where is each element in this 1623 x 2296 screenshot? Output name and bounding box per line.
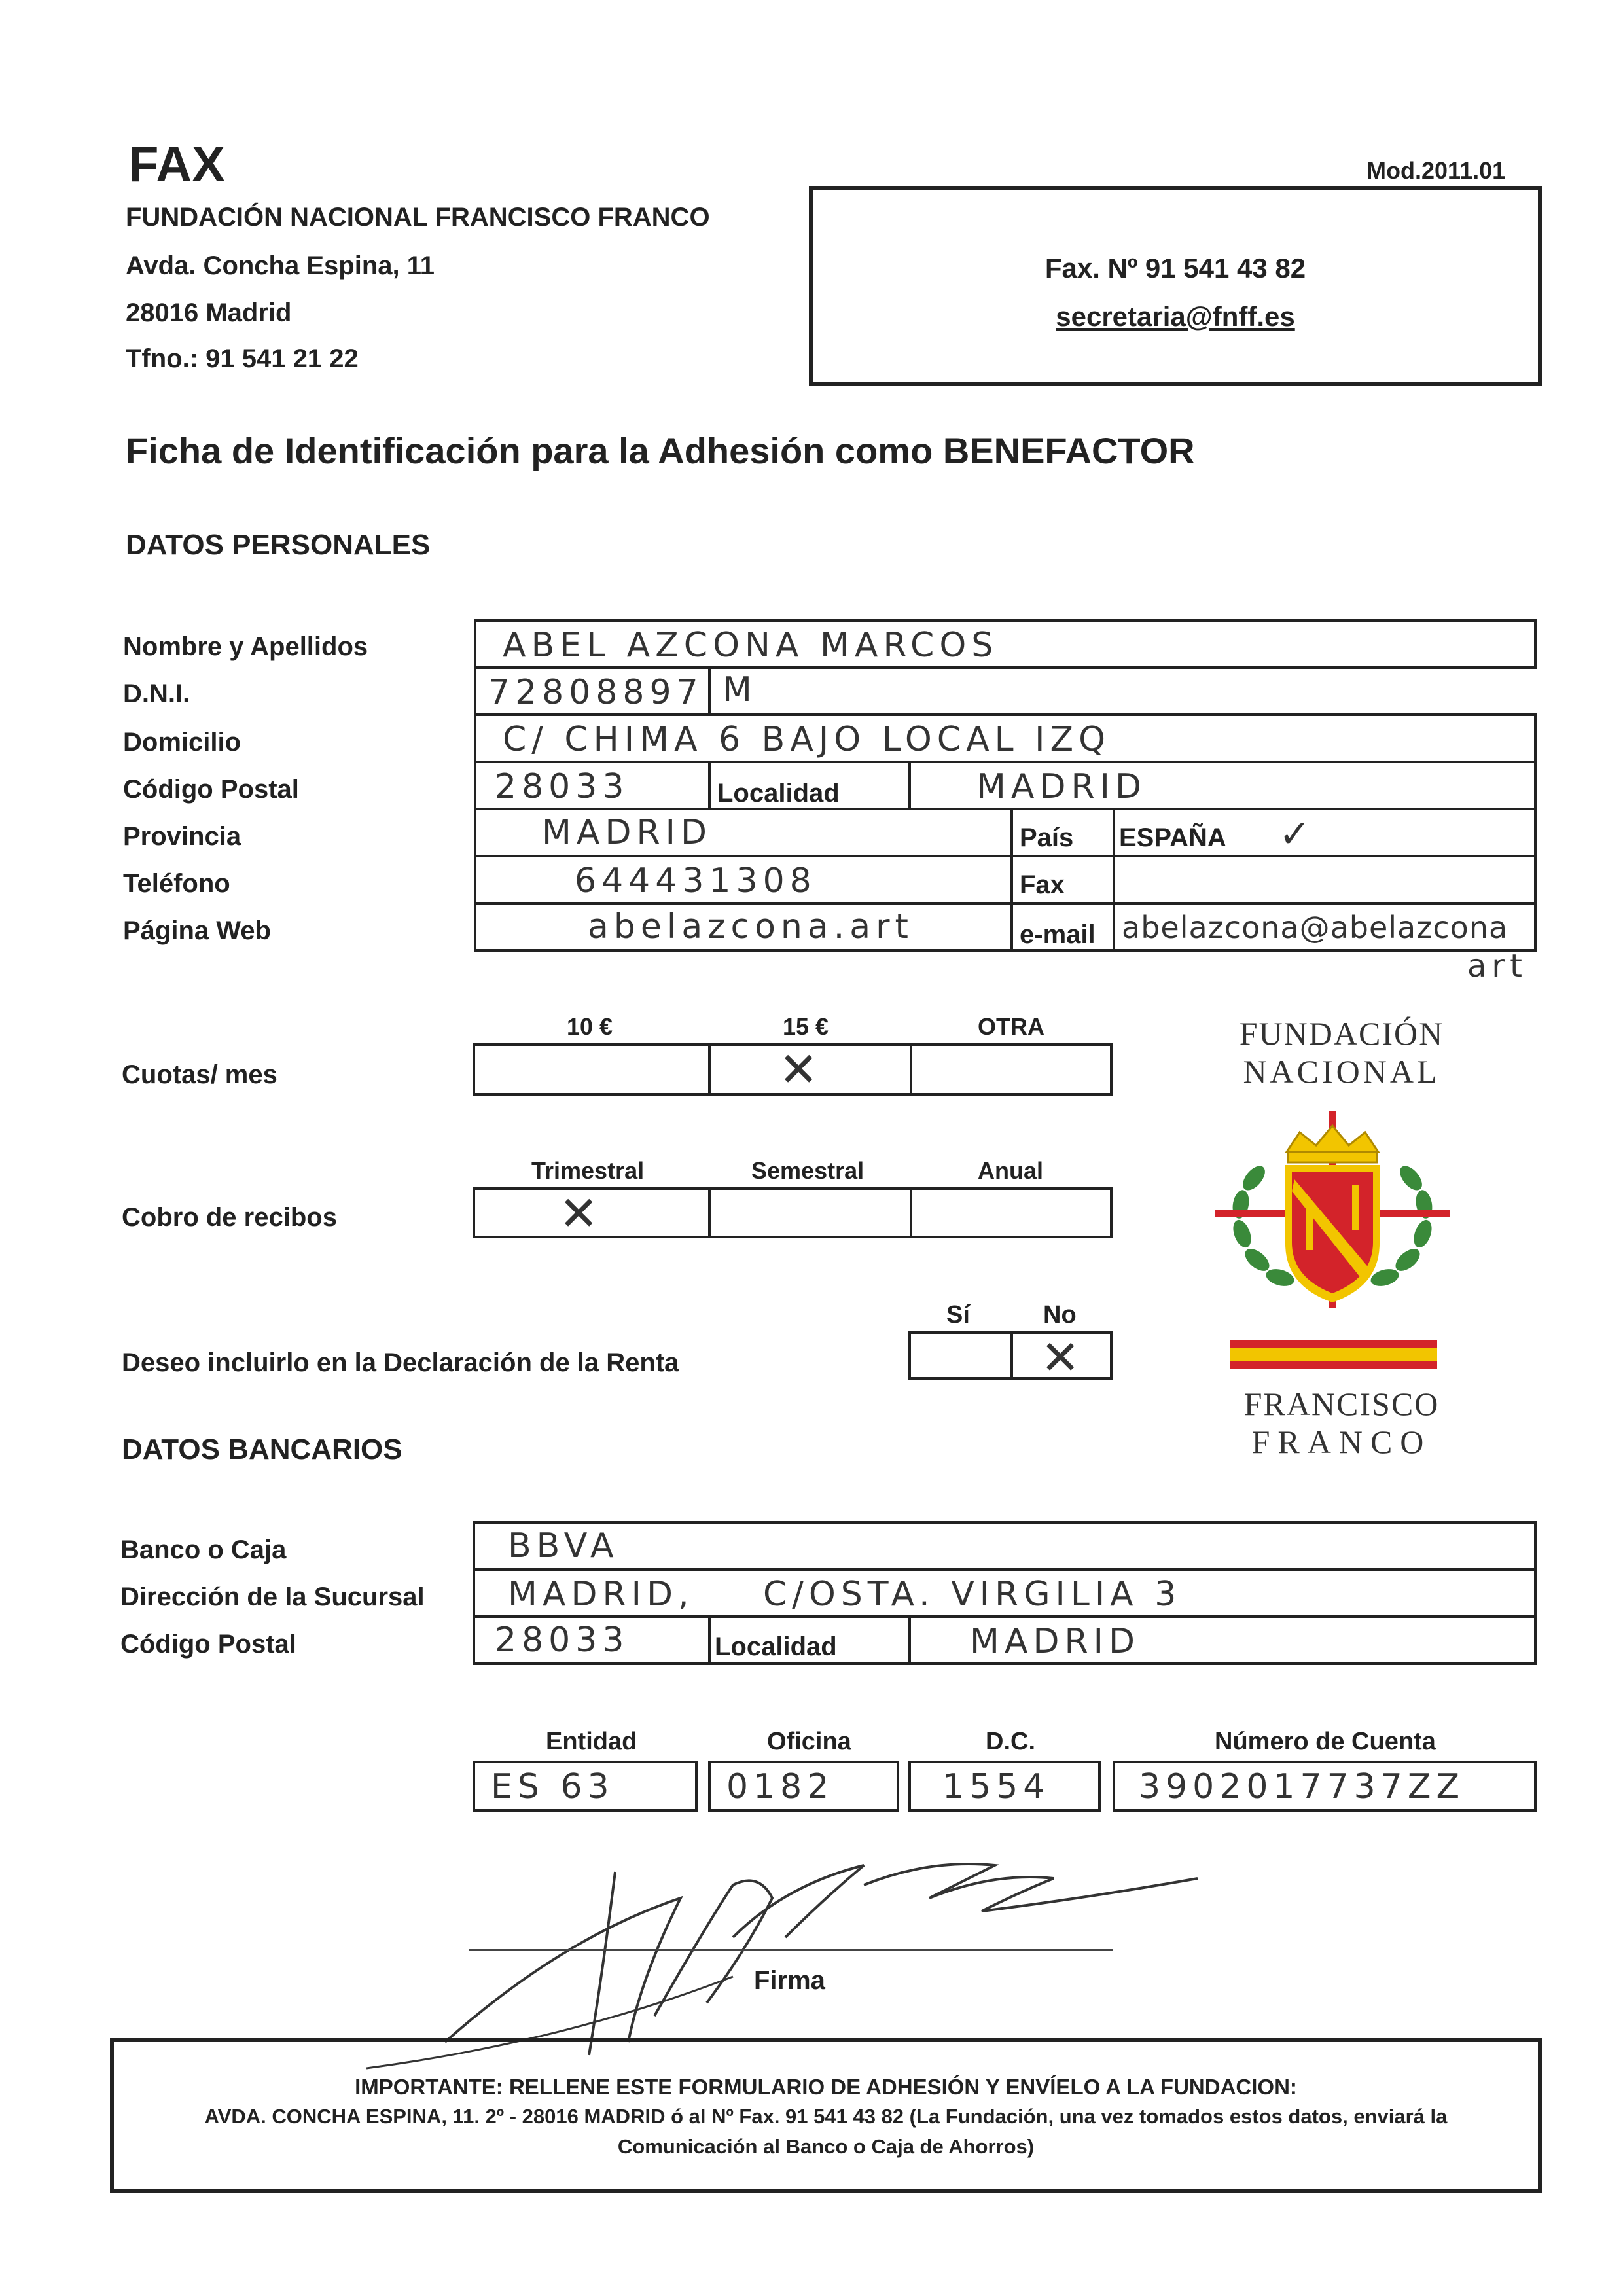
label-web: Página Web [123,916,271,945]
account-dc-field[interactable] [908,1761,1101,1812]
fees-label: Cuotas/ mes [122,1060,277,1089]
label-province: Provincia [123,822,241,851]
bank-locality-value: MADRID [970,1622,1140,1661]
bank-postal-value: 28033 [495,1621,630,1660]
fee-15-mark: ✕ [779,1042,819,1097]
web-value: abelazcona.art [588,907,914,946]
dni-number-field[interactable] [474,666,711,716]
flag-yellow-band [1230,1348,1437,1361]
label-bank: Banco o Caja [120,1535,287,1564]
label-bank-postal: Código Postal [120,1630,296,1659]
tax-yes-box[interactable] [908,1331,1013,1380]
branch-city-value: MADRID, [508,1575,694,1614]
foundation-coat-of-arms-icon [1208,1106,1457,1322]
fee-15-box[interactable] [708,1043,912,1096]
branch-street-value: C/OSTA. VIRGILIA 3 [763,1575,1182,1614]
label-dni: D.N.I. [123,679,190,708]
tax-no-mark: ✕ [1041,1330,1080,1385]
tax-header-yes: Sí [946,1301,970,1329]
fax-title: FAX [128,137,225,192]
signature-label: Firma [754,1966,825,1995]
bank-field[interactable] [473,1521,1537,1571]
billing-annual-box[interactable] [910,1187,1113,1238]
phone-value: 644431308 [575,861,817,901]
postal-value: 28033 [495,767,630,806]
account-office-field[interactable] [708,1761,899,1812]
account-office-value: 0182 [726,1767,834,1806]
billing-label: Cobro de recibos [122,1203,337,1232]
locality-label-cell [708,761,911,810]
tax-no-box[interactable] [1010,1330,1113,1385]
bank-locality-label: Localidad [715,1632,837,1661]
billing-header-quarterly: Trimestral [531,1157,645,1184]
billing-quarterly-box[interactable] [473,1186,711,1241]
country-label: País [1020,823,1074,852]
email-value-continued: art [1467,948,1527,984]
fee-header-15: 15 € [783,1013,829,1040]
label-phone: Teléfono [123,869,230,898]
email-label: e-mail [1020,920,1096,949]
bank-locality-label-cell [708,1615,911,1665]
account-dc-value: 1554 [942,1767,1050,1806]
billing-semiannual-box[interactable] [708,1187,912,1238]
fax-contact-box [809,186,1542,386]
org-city: 28016 Madrid [126,298,292,327]
address-field[interactable] [474,713,1537,763]
bank-locality-field[interactable] [908,1615,1537,1665]
notice-line-2: AVDA. CONCHA ESPINA, 11. 2º - 28016 MADRID ó al Nº Fax. 91 541 43 82 (La Fundación, una vez tomados estos datos, enviará la [204,2105,1448,2128]
fee-10-box[interactable] [473,1043,711,1096]
country-value: ESPAÑA [1119,823,1226,852]
web-field[interactable] [474,902,1013,952]
dni-letter-value: M [722,670,757,709]
logo-text-top [1198,1014,1486,1090]
billing-header-annual: Anual [978,1157,1044,1184]
org-phone: Tfno.: 91 541 21 22 [126,344,359,373]
phone-field[interactable] [474,855,1013,905]
name-value: ABEL AZCONA MARCOS [503,626,999,665]
locality-label: Localidad [717,779,840,808]
address-value: C/ CHIMA 6 BAJO LOCAL IZQ [503,720,1111,759]
logo-line-4: FRANCO [1251,1424,1432,1460]
country-checkmark: ✓ [1279,812,1316,856]
label-address: Domicilio [123,728,241,757]
personal-section-title: DATOS PERSONALES [126,529,431,561]
fax-field[interactable] [1113,855,1537,905]
bank-value: BBVA [508,1526,619,1566]
account-header-number: Número de Cuenta [1215,1728,1436,1755]
country-label-cell [1010,808,1115,857]
tax-header-no: No [1043,1301,1077,1329]
billing-quarterly-mark: ✕ [559,1186,599,1241]
notice-line-1: IMPORTANTE: RELLENE ESTE FORMULARIO DE ADHESIÓN Y ENVÍELO A LA FUNDACION: [355,2075,1297,2099]
fee-header-10: 10 € [567,1013,613,1040]
name-field[interactable] [474,619,1537,669]
account-entity-field[interactable] [473,1761,698,1812]
account-header-entity: Entidad [546,1728,637,1755]
locality-field[interactable] [908,761,1537,810]
dni-number-value: 72808897 [488,673,704,712]
label-branch: Dirección de la Sucursal [120,1583,425,1611]
logo-line-3: FRANCISCO [1243,1386,1440,1422]
account-entity-value: ES 63 [491,1767,615,1806]
postal-field[interactable] [474,761,711,810]
org-address: Avda. Concha Espina, 11 [126,251,435,280]
fax-label: Fax [1020,870,1065,899]
fax-number: Fax. Nº 91 541 43 82 [1044,253,1306,283]
label-postal: Código Postal [123,775,299,804]
org-name: FUNDACIÓN NACIONAL FRANCISCO FRANCO [126,203,710,232]
province-field[interactable] [474,808,1013,857]
country-field[interactable] [1113,808,1537,857]
dni-letter-field[interactable] [708,666,813,716]
account-number-field[interactable] [1113,1761,1537,1812]
email-label-cell [1010,902,1115,952]
branch-field[interactable] [473,1568,1537,1618]
model-code: Mod.2011.01 [1366,157,1506,184]
fee-header-other: OTRA [978,1013,1044,1040]
email-field[interactable] [1113,902,1537,952]
bank-postal-field[interactable] [473,1615,711,1665]
form-title: Ficha de Identificación para la Adhesión como BENEFACTOR [126,430,1195,471]
signature-line [469,1949,1113,1951]
label-name: Nombre y Apellidos [123,632,368,661]
tax-label: Deseo incluirlo en la Declaración de la Renta [122,1348,679,1377]
account-number-value: 3902017737ZZ [1139,1767,1465,1806]
important-notice-box [110,2038,1542,2193]
fax-label-cell [1010,855,1115,905]
province-value: MADRID [542,813,712,852]
spanish-flag-stripe [1230,1340,1437,1369]
email-value: abelazcona@abelazcona [1122,910,1508,945]
logo-line-1: FUNDACIÓN [1239,1015,1444,1052]
account-header-office: Oficina [767,1728,851,1755]
fee-other-box[interactable] [910,1043,1113,1096]
billing-header-semiannual: Semestral [751,1157,865,1184]
logo-text-bottom [1198,1385,1486,1461]
notice-line-3: Comunicación al Banco o Caja de Ahorros) [617,2135,1035,2158]
account-header-dc: D.C. [986,1728,1035,1755]
logo-line-2: NACIONAL [1243,1053,1440,1090]
locality-value: MADRID [976,767,1147,806]
contact-email-link[interactable]: secretaria@fnff.es [1056,301,1295,332]
bank-section-title: DATOS BANCARIOS [122,1433,402,1465]
